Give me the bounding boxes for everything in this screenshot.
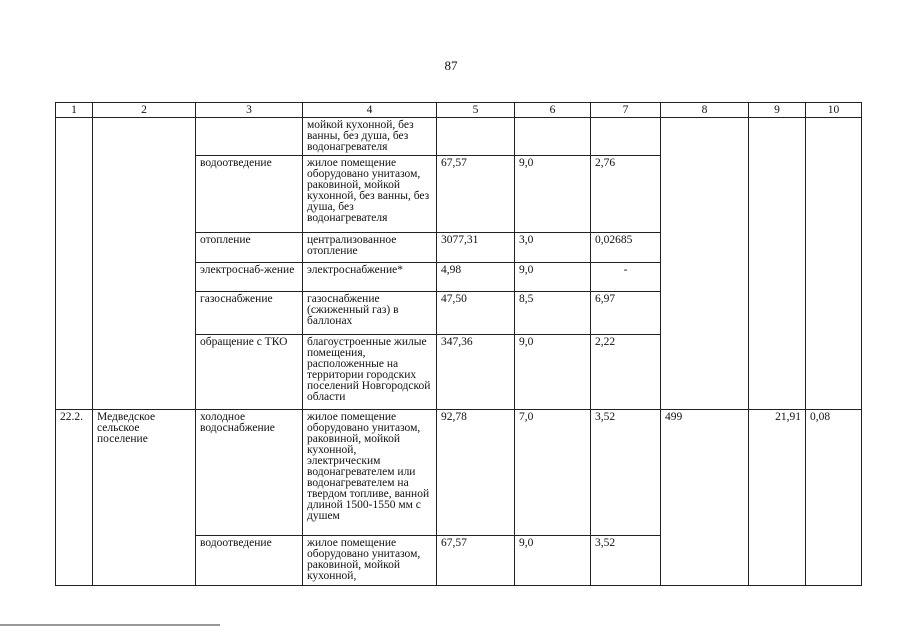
header-col-1: 1 <box>56 103 93 118</box>
value-col-7: - <box>591 263 661 292</box>
value-col-7: 2,76 <box>591 156 661 233</box>
service-description: электроснабжение* <box>303 263 437 292</box>
header-col-10: 10 <box>806 103 862 118</box>
settlement-name: Медведское сельское поселение <box>93 410 196 536</box>
service-description: мойкой кухонной, без ванны, без душа, без водонагревателя <box>303 118 437 156</box>
header-col-9: 9 <box>749 103 806 118</box>
value-col-10: 0,08 <box>806 410 862 536</box>
value-col-5: 67,57 <box>437 156 515 233</box>
value-col-7: 3,52 <box>591 410 661 536</box>
service-description: благоустроенные жилые помещения, расположенные на территории городских поселений Новгородской области <box>303 335 437 410</box>
header-col-2: 2 <box>93 103 196 118</box>
table-row <box>56 118 862 156</box>
value-col-6: 9,0 <box>515 335 591 410</box>
service-description: газоснабжение (сжиженный газ) в баллонах <box>303 292 437 335</box>
value-col-6: 9,0 <box>515 156 591 233</box>
header-col-4: 4 <box>303 103 437 118</box>
value-col-6: 9,0 <box>515 536 591 586</box>
value-col-6: 9,0 <box>515 263 591 292</box>
header-col-3: 3 <box>196 103 303 118</box>
value-col-7: 6,97 <box>591 292 661 335</box>
header-col-7: 7 <box>591 103 661 118</box>
service-description: жилое помещение оборудовано унитазом, раковиной, мойкой кухонной, без ванны, без душа, без водонагревателя <box>303 156 437 233</box>
header-col-5: 5 <box>437 103 515 118</box>
value-col-7: 3,52 <box>591 536 661 586</box>
value-col-5: 47,50 <box>437 292 515 335</box>
table-row <box>56 536 862 586</box>
value-col-6: 8,5 <box>515 292 591 335</box>
value-col-5: 92,78 <box>437 410 515 536</box>
table-row <box>56 410 862 536</box>
service-name: газоснабжение <box>196 292 303 335</box>
service-name: электроснаб-жение <box>196 263 303 292</box>
header-row <box>56 103 862 118</box>
value-col-8: 499 <box>661 410 749 536</box>
value-col-7: 2,22 <box>591 335 661 410</box>
value-col-6: 3,0 <box>515 233 591 263</box>
row-number: 22.2. <box>56 410 93 536</box>
service-description: жилое помещение оборудовано унитазом, раковиной, мойкой кухонной, <box>303 536 437 586</box>
tariff-table <box>55 102 862 586</box>
value-col-6: 7,0 <box>515 410 591 536</box>
service-name: холодное водоснабжение <box>196 410 303 536</box>
value-col-5: 347,36 <box>437 335 515 410</box>
value-col-7: 0,02685 <box>591 233 661 263</box>
service-name: водоотведение <box>196 536 303 586</box>
service-name: обращение с ТКО <box>196 335 303 410</box>
service-description: централизованное отопление <box>303 233 437 263</box>
value-col-9: 21,91 <box>749 410 806 536</box>
service-description: жилое помещение оборудовано унитазом, раковиной, мойкой кухонной, электрическим водонагревателем или водонагревателем на твердом топливе, ванной длиной 1500-1550 мм с душем <box>303 410 437 536</box>
value-col-5: 3077,31 <box>437 233 515 263</box>
header-col-8: 8 <box>661 103 749 118</box>
page-number: 87 <box>444 58 458 73</box>
scan-edge-line <box>0 624 220 626</box>
service-name: отопление <box>196 233 303 263</box>
header-col-6: 6 <box>515 103 591 118</box>
value-col-5: 4,98 <box>437 263 515 292</box>
value-col-5: 67,57 <box>437 536 515 586</box>
service-name: водоотведение <box>196 156 303 233</box>
